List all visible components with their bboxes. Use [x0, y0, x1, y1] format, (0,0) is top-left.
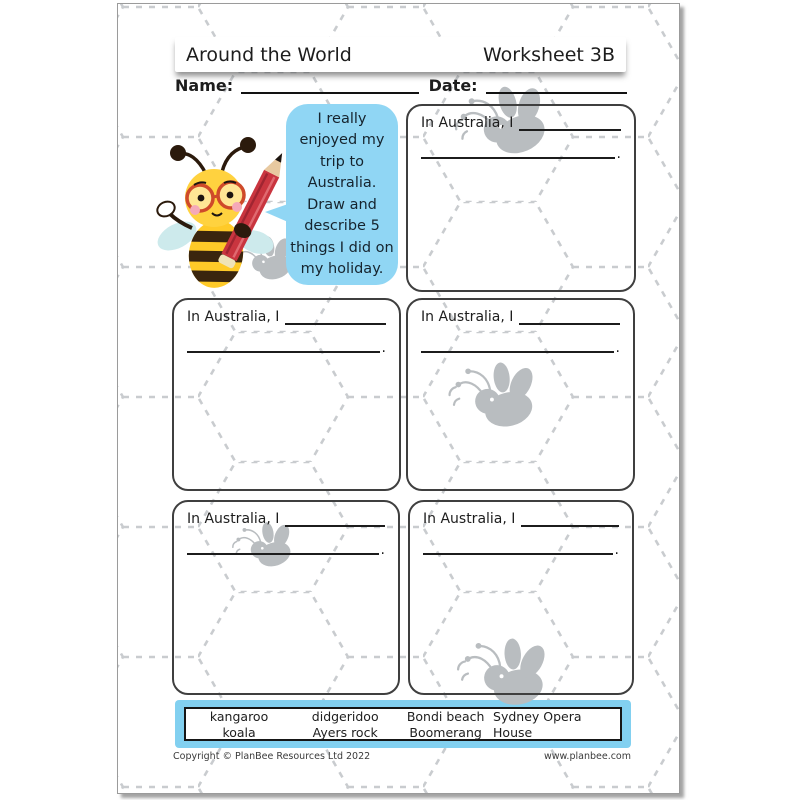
- line-period: .: [380, 542, 385, 558]
- write-line: [519, 310, 620, 325]
- word-bank-column: [292, 709, 398, 741]
- write-line: [521, 512, 619, 527]
- word-bank-word: Bondi beach: [406, 709, 485, 724]
- answer-box-1: [406, 104, 636, 292]
- speech-bubble-line: Draw and: [307, 196, 377, 213]
- name-date-row: [175, 76, 627, 95]
- box-prompt: In Australia, I: [187, 309, 280, 325]
- page-title: Around the World: [186, 43, 352, 66]
- date-label: Date:: [428, 76, 478, 95]
- speech-bubble-line: Australia.: [307, 175, 377, 191]
- write-line: [423, 540, 613, 555]
- speech-bubble-line: describe 5: [304, 218, 380, 234]
- line-period: .: [615, 340, 620, 356]
- speech-bubble-line: my holiday.: [300, 261, 384, 277]
- word-bank: [175, 700, 631, 748]
- box-prompt: In Australia, I: [423, 511, 516, 527]
- worksheet-page: [117, 3, 680, 794]
- line-period: .: [616, 146, 621, 162]
- name-label: Name:: [175, 76, 234, 95]
- answer-box-5: [408, 500, 634, 695]
- write-line: [421, 144, 615, 159]
- date-write-line: [486, 77, 627, 94]
- word-bank-word: koala: [222, 725, 256, 740]
- word-bank-word: Sydney Opera House: [493, 709, 582, 740]
- copyright-text: Copyright © PlanBee Resources Ltd 2022: [173, 751, 371, 762]
- write-line: [187, 540, 379, 555]
- write-line: [187, 338, 380, 353]
- worksheet-number: Worksheet 3B: [482, 43, 615, 66]
- answer-box-4: [172, 500, 400, 695]
- footer: [173, 751, 631, 762]
- box-prompt: In Australia, I: [187, 511, 280, 527]
- word-bank-word: Boomerang: [409, 725, 482, 740]
- box-prompt: In Australia, I: [421, 115, 514, 131]
- website-text: www.planbee.com: [544, 751, 631, 762]
- answer-box-3: [406, 298, 635, 491]
- header-bar: [175, 37, 626, 72]
- line-period: .: [381, 340, 386, 356]
- speech-bubble-line: things I did on: [290, 239, 394, 256]
- word-bank-word: didgeridoo: [311, 709, 379, 724]
- word-bank-word: kangaroo: [209, 709, 269, 724]
- word-bank-word: Ayers rock: [312, 725, 378, 740]
- word-bank-column: [186, 709, 292, 741]
- write-line: [285, 512, 385, 527]
- answer-box-2: [172, 298, 401, 491]
- speech-bubble-line: I really: [317, 110, 367, 127]
- box-prompt: In Australia, I: [421, 309, 514, 325]
- line-period: .: [614, 542, 619, 558]
- word-bank-column: [398, 709, 493, 741]
- write-line: [421, 338, 614, 353]
- speech-bubble: [286, 104, 398, 285]
- write-line: [285, 310, 386, 325]
- name-write-line: [241, 77, 418, 94]
- write-line: [519, 116, 621, 131]
- speech-bubble-line: enjoyed my: [299, 132, 385, 148]
- speech-bubble-line: trip to: [319, 153, 365, 170]
